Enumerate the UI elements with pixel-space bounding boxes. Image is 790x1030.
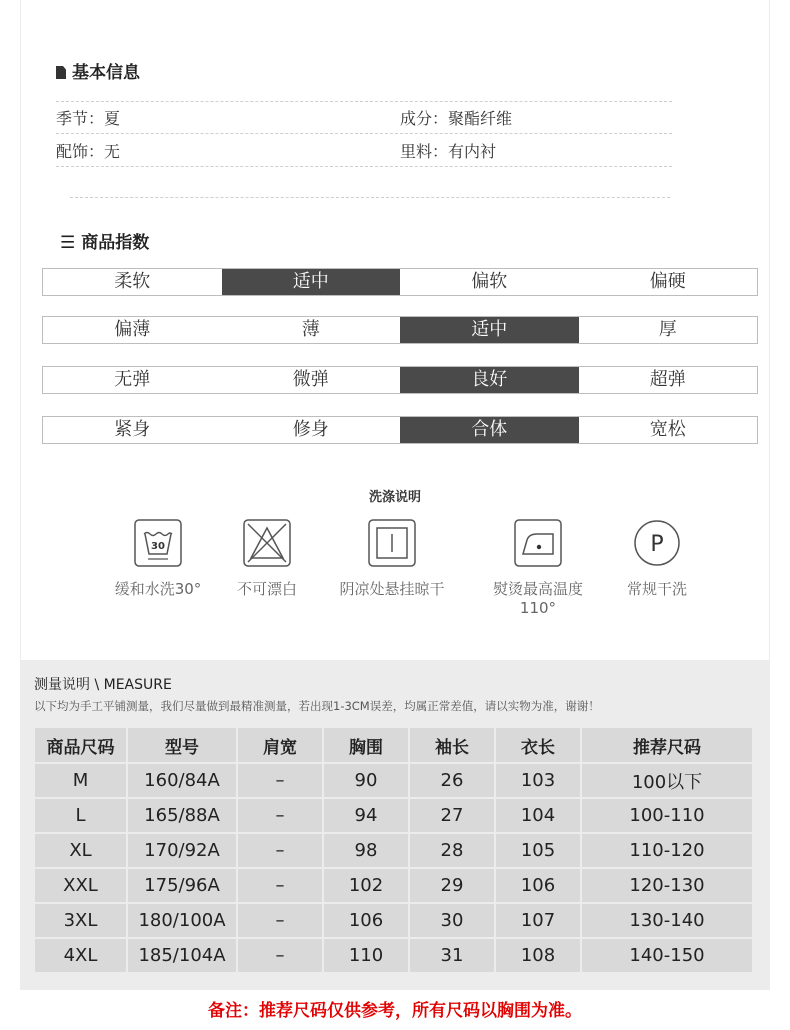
table-cell: M	[35, 763, 127, 798]
table-cell: 100-110	[581, 798, 753, 833]
measure-description: 以下均为手工平铺测量，我们尽量做到最精准测量，若出现1-3CM误差，均属正常差值，请以实物为准，谢谢！	[34, 699, 600, 713]
info-accessory: 配饰：无	[56, 142, 121, 161]
size-note: 备注：推荐尺码仅供参考，所有尺码以胸围为准。	[208, 1001, 582, 1021]
table-cell: 100以下	[581, 763, 753, 798]
dry-clean-p-icon	[632, 518, 682, 568]
table-cell: 185/104A	[127, 938, 237, 973]
wash-label: 熨烫最高温度110°	[492, 580, 583, 617]
table-header: 肩宽	[237, 728, 323, 763]
basic-info-title-text: 基本信息	[72, 63, 140, 83]
divider	[56, 133, 672, 134]
table-header: 胸围	[323, 728, 409, 763]
index-cell-selected: 适中	[222, 269, 401, 295]
table-cell: –	[237, 938, 323, 973]
table-header: 袖长	[409, 728, 495, 763]
basic-info-title	[56, 58, 140, 83]
table-row	[35, 833, 753, 868]
measure-title: 测量说明 \ MEASURE	[34, 677, 172, 693]
divider	[56, 101, 672, 102]
size-table	[35, 728, 754, 974]
index-cell-selected: 合体	[400, 417, 579, 443]
table-cell: 102	[323, 868, 409, 903]
table-cell: 120-130	[581, 868, 753, 903]
index-cell-selected: 良好	[400, 367, 579, 393]
wash-item	[597, 518, 717, 599]
index-title	[60, 228, 149, 253]
table-cell: –	[237, 868, 323, 903]
table-cell: 108	[495, 938, 581, 973]
info-lining: 里料：有内衬	[400, 142, 497, 161]
index-cell: 紧身	[114, 419, 151, 440]
dry-clean-letter: P	[650, 532, 664, 557]
table-row	[35, 763, 753, 798]
wash-temp-label: 30	[151, 541, 165, 552]
index-cell-selected: 适中	[400, 317, 579, 343]
table-cell: 90	[323, 763, 409, 798]
table-row	[35, 798, 753, 833]
iron-110-icon	[513, 518, 563, 568]
index-cell: 偏软	[471, 271, 508, 292]
table-cell: 105	[495, 833, 581, 868]
wash-title: 洗涤说明	[368, 490, 421, 505]
wash-item	[207, 518, 327, 599]
index-row-fit	[42, 416, 758, 444]
table-cell: 103	[495, 763, 581, 798]
table-cell: 27	[409, 798, 495, 833]
table-cell: 107	[495, 903, 581, 938]
wash-item	[98, 518, 218, 599]
index-cell: 薄	[301, 319, 320, 340]
table-cell: 28	[409, 833, 495, 868]
wash-label: 常规干洗	[626, 580, 687, 598]
table-cell: 170/92A	[127, 833, 237, 868]
table-cell: 3XL	[35, 903, 127, 938]
table-cell: 104	[495, 798, 581, 833]
list-icon: ☰	[60, 233, 76, 253]
info-season: 季节：夏	[56, 109, 121, 128]
table-cell: 110	[323, 938, 409, 973]
index-cell: 无弹	[114, 369, 151, 390]
wash-item	[478, 518, 598, 617]
wash-label: 阴凉处悬挂晾干	[339, 580, 445, 598]
index-row-elasticity	[42, 366, 758, 394]
divider	[70, 197, 670, 198]
table-cell: 140-150	[581, 938, 753, 973]
table-cell: –	[237, 833, 323, 868]
table-header: 商品尺码	[35, 728, 127, 763]
table-cell: 180/100A	[127, 903, 237, 938]
table-header-row	[35, 728, 753, 763]
table-cell: 175/96A	[127, 868, 237, 903]
gentle-wash-30-icon	[133, 518, 183, 568]
table-cell: 160/84A	[127, 763, 237, 798]
table-cell: 130-140	[581, 903, 753, 938]
table-header: 衣长	[495, 728, 581, 763]
table-cell: 26	[409, 763, 495, 798]
table-cell: 106	[495, 868, 581, 903]
table-header: 推荐尺码	[581, 728, 753, 763]
table-cell: 31	[409, 938, 495, 973]
table-header: 型号	[127, 728, 237, 763]
shade-hang-dry-icon	[367, 518, 417, 568]
divider	[56, 166, 672, 167]
index-cell: 偏硬	[649, 271, 686, 292]
index-cell: 偏薄	[114, 319, 151, 340]
table-cell: 30	[409, 903, 495, 938]
wash-item	[332, 518, 452, 599]
index-cell: 修身	[292, 419, 329, 440]
table-cell: XXL	[35, 868, 127, 903]
index-title-text: 商品指数	[81, 233, 150, 253]
wash-label: 不可漂白	[236, 580, 297, 598]
table-row	[35, 868, 753, 903]
table-cell: XL	[35, 833, 127, 868]
table-cell: L	[35, 798, 127, 833]
no-bleach-icon	[242, 518, 292, 568]
index-cell: 微弹	[292, 369, 329, 390]
table-cell: –	[237, 798, 323, 833]
table-cell: 94	[323, 798, 409, 833]
index-cell: 宽松	[649, 419, 686, 440]
table-cell: –	[237, 763, 323, 798]
index-row-thickness	[42, 316, 758, 344]
table-cell: 165/88A	[127, 798, 237, 833]
table-cell: 29	[409, 868, 495, 903]
table-cell: 110-120	[581, 833, 753, 868]
table-row	[35, 903, 753, 938]
measure-section	[20, 660, 770, 990]
index-cell: 超弹	[649, 369, 686, 390]
info-material: 成分：聚酯纤维	[400, 109, 513, 128]
table-cell: 98	[323, 833, 409, 868]
table-row	[35, 938, 753, 973]
table-cell: –	[237, 903, 323, 938]
index-cell: 厚	[658, 319, 677, 340]
index-row-softness	[42, 268, 758, 296]
document-icon	[56, 66, 66, 79]
table-cell: 106	[323, 903, 409, 938]
wash-label: 缓和水洗30°	[114, 580, 202, 598]
table-cell: 4XL	[35, 938, 127, 973]
index-cell: 柔软	[114, 271, 151, 292]
